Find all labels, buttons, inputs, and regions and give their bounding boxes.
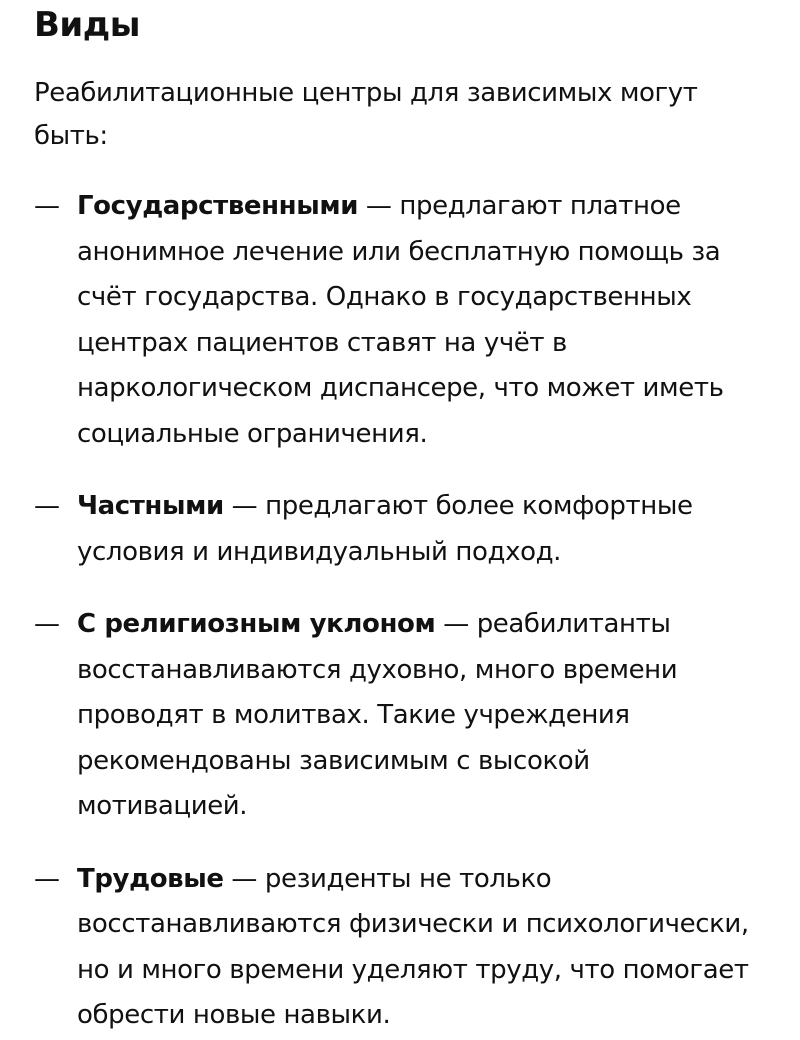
item-term: Трудовые (77, 863, 224, 894)
item-description: — предлагают более комфортные условия и индивидуальный подход. (77, 491, 693, 567)
dash-marker: — (34, 609, 60, 639)
intro-paragraph: Реабилитационные центры для зависимых могут быть: (34, 78, 698, 151)
item-description: — резиденты не только восстанавливаются физически и психологически, но и много времени уделяют труду, что помогает обрести новые навыки. (77, 863, 749, 1030)
dash-marker: — (34, 191, 60, 221)
item-description: — реабилитанты восстанавливаются духовно, много времени проводят в молитвах. Такие учреждения рекомендованы зависимым с высокой мотивацией. (77, 609, 678, 821)
dash-marker: — (34, 491, 60, 521)
types-list (34, 184, 764, 1039)
dash-marker: — (34, 863, 60, 894)
item-description: — предлагают платное анонимное лечение или бесплатную помощь за счёт государства. Однако в государственных центрах пациентов ставят на учёт в наркологическом диспансере, что может иметь социальные ограничения. (77, 191, 724, 449)
list-item-state (34, 184, 764, 457)
list-item-religious (34, 602, 764, 830)
section-heading: Виды (34, 5, 140, 45)
list-item-private (34, 484, 764, 575)
item-term: Государственными (77, 191, 359, 221)
list-item-labor (34, 857, 764, 1039)
item-term: Частными (77, 491, 224, 521)
item-term: С религиозным уклоном (77, 609, 436, 639)
